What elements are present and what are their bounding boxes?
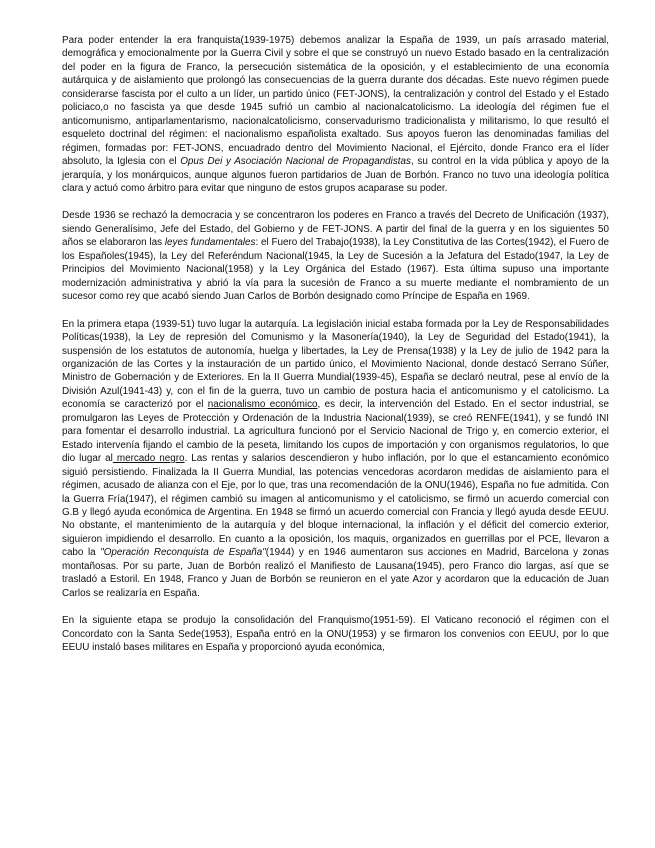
text-segment: , su control en la vida pública y apoyo de la jerarquía, y los monárquicos, aunque algunos fueron partidarios de Juan de Borbón. Franco no tuvo una ideología política clara y actuó como árbitro para evitar que ninguno de estos grupos acaparase su poder. (62, 156, 609, 194)
paragraph-consolidacion (62, 614, 609, 654)
italic-segment: Opus Dei y Asociación Nacional de Propagandistas (180, 156, 411, 168)
italic-segment: "Operación Reconquista de España" (100, 547, 266, 559)
paragraph-leyes-fundamentales (62, 209, 609, 303)
italic-segment: leyes fundamentales (164, 237, 256, 249)
text-segment: Para poder entender la era franquista(1939-1975) debemos analizar la España de 1939, un país arrasado material, demográfica y emocionalmente por la Guerra Civil y sobre el que se construyó un nuevo Estado basado en la centralización del poder en la figura de Franco, la persecución sistemática de la oposición, y el establecimiento de una economía autárquica y de aislamiento que prolongó las consecuencias de la guerra durante dos décadas. Este nuevo régimen puede considerarse fascista por el culto a un líder, un partido único (FET-JONS), la centralización y control del Estado y el Estado policiaco,o no fascista ya que desde 1945 sufrió un cambio al nacionalcatolicismo. La ideología del régimen fue el anticomunismo, antiparlamentarismo, nacionalcatolicismo, conservadurismo tradicionalista y militarismo, lo que resultó el esqueleto doctrinal del régimen: el nacionalismo españolista exaltado. Sus apoyos fueron las denominadas familias del régimen, formadas por: FET-JONS, encuadrado dentro del Movimiento Nacional, el Ejército, donde Franco era el líder absoluto, la Iglesia con el (62, 35, 609, 168)
document-page (62, 34, 609, 668)
underlined-segment: mercado negro (112, 453, 185, 465)
text-segment: En la siguiente etapa se produjo la consolidación del Franquismo(1951-59). El Vaticano reconoció el régimen con el Concordato con la Santa Sede(1953), España entró en la ONU(1953) y se firmaron los convenios con EEUU, por lo que EEUU instaló bases militares en España y proporcionó ayuda económica, (62, 615, 609, 654)
text-segment: En la primera etapa (1939-51) tuvo lugar la autarquía. La legislación inicial estaba formada por la Ley de Responsabilidades Políticas(1938), la Ley de represión del Comunismo y la Masonería(1940), la Ley de Seguridad del Estado(1941), la suspensión de los estatutos de autonomía, huelga y libertades, la Ley de Prensa(1938) y la Ley de julio de 1942 para la organización de las Cortes y la instauración de un partido único, el Movimiento Nacional, donde destacó Serrano Súñer, Ministro de Gobernación y de Exteriores. En la II Guerra Mundial(1939-45), España se declaró neutral, pese al envío de la División Azul(1941-43) y, con el fin de la guerra, tuvo un cambio de postura hacia el anticomunismo y el catolicismo. La economía se caracterizó por el (62, 318, 609, 411)
paragraph-autarquia (62, 318, 609, 601)
text-segment: (1944) y en 1946 aumentaron sus acciones en Madrid, Barcelona y zonas montañosas. Por su parte, Juan de Borbón realizó el Manifiesto de Lausana(1945), pero Franco dio largas, así que se trasladó a Estoril. En 1948, Franco y Juan de Borbón se reunieron en el yate Azor y acordaron que la educación de Juan Carlos se realizaría en España. (62, 547, 609, 599)
text-segment: . Las rentas y salarios descendieron y hubo inflación, por lo que el estancamiento económico siguió persistiendo. Finalizada la II Guerra Mundial, las potencias vencedoras acordaron medidas de aislamiento para el régimen, acusado de alianza con el Eje, por lo que, tras una recomendación de la ONU(1946), España no fue admitida. Con la Guerra Fría(1947), el régimen cambió su imagen al anticomunismo y el catolicismo, se firmó un acuerdo comercial con G.B y llegó ayuda económica de Argentina. En 1948 se firmó un acuerdo comercial con Francia y llegó ayuda desde EEUU. No obstante, el mantenimiento de la autarquía y del bloque internacional, la inflación y el déficit del comercio exterior, siguieron impidiendo el desarrollo. En cuanto a la oposición, los maquis, organizados en guerrillas por el PCE, llevaron a cabo la (62, 453, 610, 559)
paragraph-franquismo-intro (62, 34, 609, 195)
text-segment: Desde 1936 se rechazó la democracia y se concentraron los poderes en Franco a través del Decreto de Unificación (1937), siendo Generalísimo, Jefe del Estado, del Gobierno y de FET-JONS. A partir del final de la guerra y en los siguientes 50 años se elaboraron las (62, 210, 609, 249)
underlined-segment: nacionalismo económico (207, 399, 318, 411)
text-segment: : el Fuero del Trabajo(1938), la Ley Constitutiva de las Cortes(1942), el Fuero de los Españoles(1945), la Ley del Referéndum Nacional(1945, la Ley de Sucesión a la Jefatura del Estado(1947, la Ley de Principios del Movimiento Nacional(1958) y la Ley Orgánica del Estado (1967). Esta última supuso una importante modernización administrativa y abrió la vía para la sucesión de Franco a su muerte mediante el nombramiento de un sucesor como rey que acabó siendo Juan Carlos de Borbón designado como Príncipe de España en 1969. (62, 237, 609, 303)
text-segment: , es decir, la intervención del Estado. En el sector industrial, se promulgaron las Leyes de Protección y Ordenación de la Industria Nacional(1939), se creó RENFE(1941), y se fundó INI para fomentar el desarrollo industrial. La agricultura funcionó por el Servicio Nacional de Trigo y, en comercio exterior, el Estado intervenía fijando el cambio de la peseta, limitando los cupos de importación y con organismos regulatorios, lo que dio lugar al (62, 399, 609, 465)
